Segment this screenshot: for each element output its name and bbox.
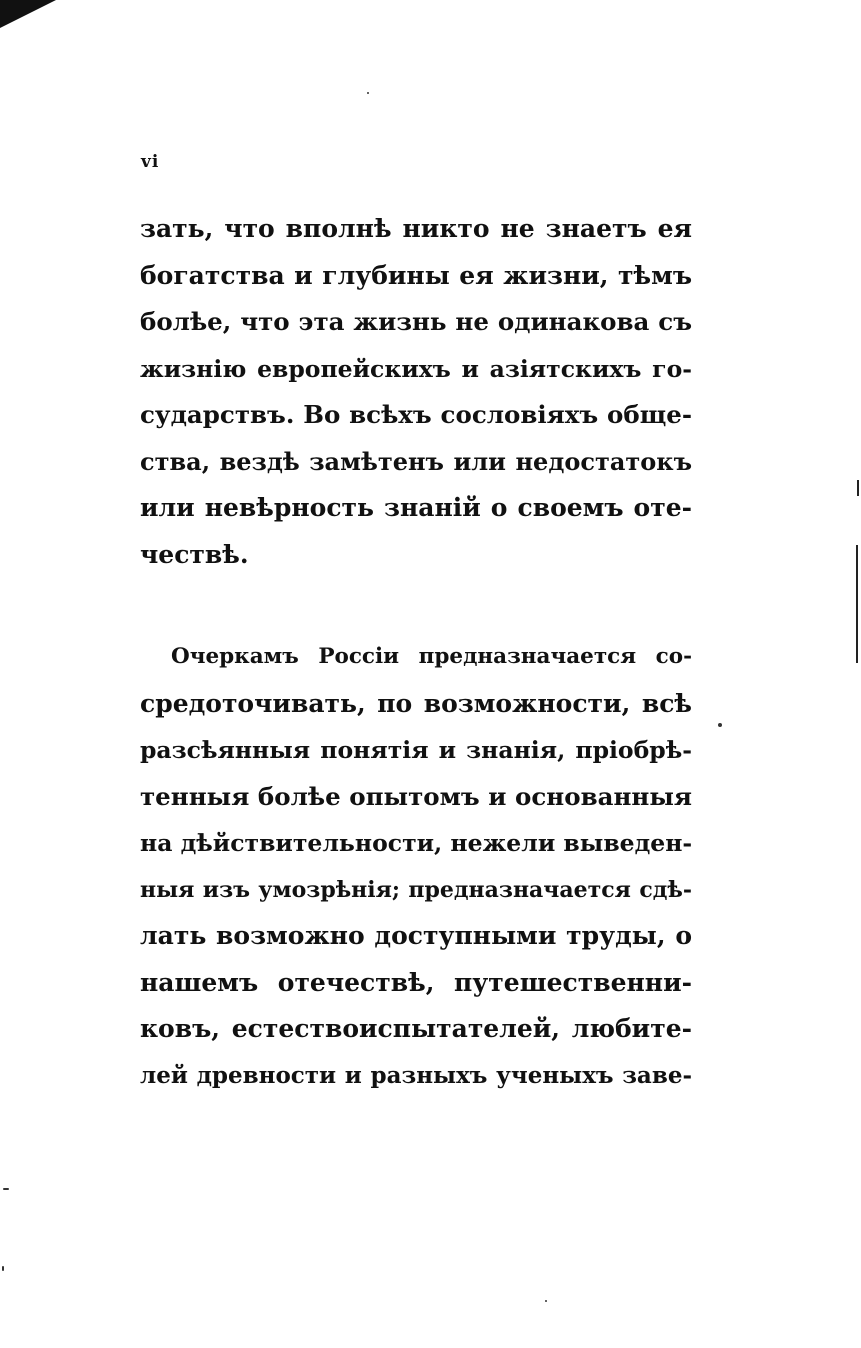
text-line: богатства и глубины ея жизни, тѣмъ	[140, 260, 692, 290]
text-line: ковъ, естествоиспытателей, любите-	[140, 1014, 692, 1043]
scan-corner-mark	[0, 0, 56, 28]
text-line: болѣе, что эта жизнь не одинакова съ	[140, 307, 692, 336]
paragraph-1	[140, 206, 692, 578]
text-line: или невѣрность знаній о своемъ оте-	[140, 493, 692, 522]
text-line: Очеркамъ Россіи предназначается со-	[171, 644, 692, 669]
page-number: vi	[141, 152, 160, 172]
text-line: сударствъ. Во всѣхъ сословіяхъ обще-	[140, 400, 692, 429]
paragraph-2	[140, 634, 692, 1099]
text-line: ныя изъ умозрѣнія; предназначается сдѣ-	[140, 876, 692, 903]
text-line: тенныя болѣе опытомъ и основанныя	[140, 781, 692, 811]
scan-speck	[3, 1188, 9, 1190]
text-line: зать, что вполнѣ никто не знаетъ ея	[140, 214, 692, 243]
text-line: ства, вездѣ замѣтенъ или недостатокъ	[140, 446, 692, 476]
text-line: на дѣйствительности, нежели выведен-	[140, 829, 693, 857]
scan-speck	[718, 723, 722, 727]
scan-edge-line	[856, 545, 858, 663]
text-line: разсѣянныя понятія и знанія, пріобрѣ-	[140, 736, 692, 764]
text-line: лей древности и разныхъ ученыхъ заве-	[140, 1061, 692, 1089]
text-line: лать возможно доступными труды, о	[140, 921, 692, 950]
text-line: чествѣ.	[140, 539, 249, 569]
text-line: средоточивать, по возможности, всѣ	[140, 688, 692, 718]
scan-speck	[545, 1300, 547, 1302]
scan-edge-tick	[857, 480, 859, 496]
scan-speck	[2, 1266, 4, 1271]
text-line: нашемъ отечествѣ, путешественни-	[140, 967, 692, 997]
scan-speck	[367, 92, 369, 94]
text-line: жизнію европейскихъ и азіятскихъ го-	[140, 354, 692, 383]
